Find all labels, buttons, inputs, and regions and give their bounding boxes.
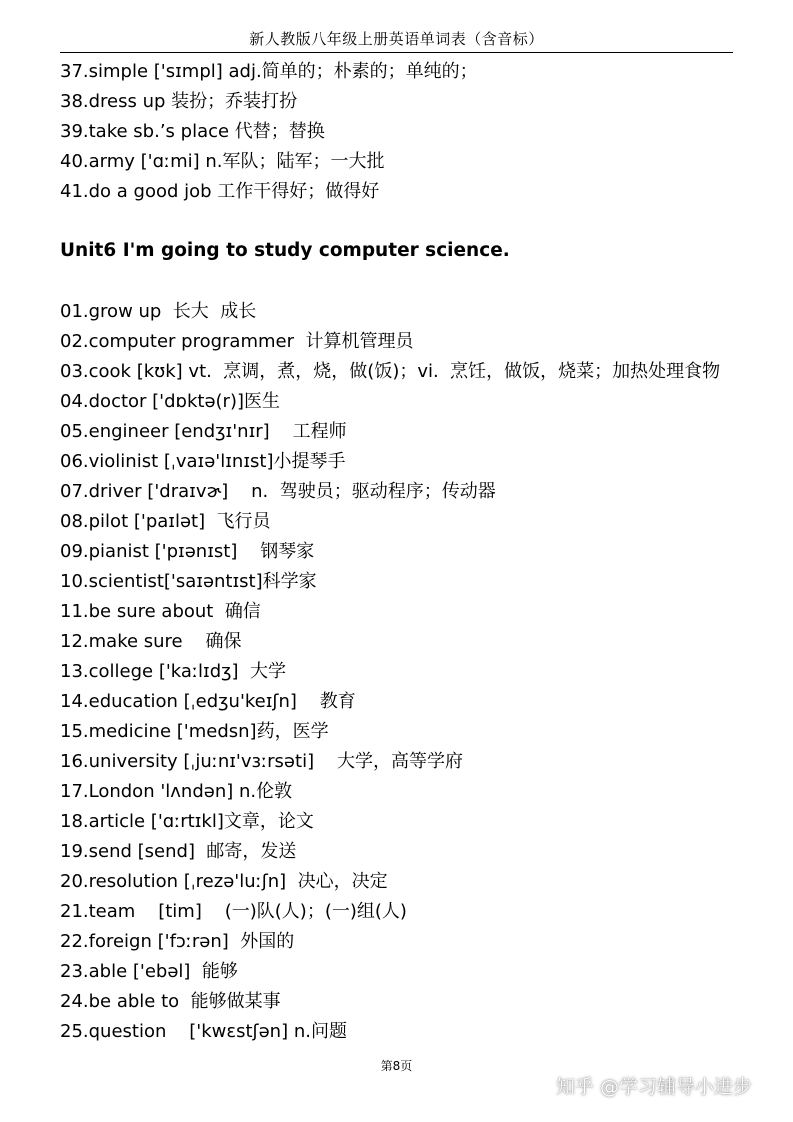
list-item: 18.article ['ɑːrtɪkl]文章，论文	[60, 811, 314, 832]
list-item: 20.resolution [ˌrezə'luːʃn] 决心，决定	[60, 871, 388, 892]
list-item: 24.be able to 能够做某事	[60, 991, 281, 1012]
list-item: 08.pilot ['paɪlət] 飞行员	[60, 511, 271, 532]
list-item: 17.London 'lʌndən] n.伦敦	[60, 781, 293, 802]
list-item: 04.doctor ['dɒktə(r)]医生	[60, 391, 280, 412]
list-item: 37.simple ['sɪmpl] adj.简单的；朴素的；单纯的；	[60, 61, 478, 82]
list-item: 39.take sb.’s place 代替；替换	[60, 121, 325, 142]
list-item: 23.able ['ebəl] 能够	[60, 961, 238, 982]
list-item: 21.team [tim] (一)队(人)；(一)组(人)	[60, 901, 407, 922]
list-item: 38.dress up 装扮；乔装打扮	[60, 91, 298, 112]
list-item: 41.do a good job 工作干得好；做得好	[60, 181, 380, 202]
list-item: 01.grow up 长大 成长	[60, 301, 257, 322]
list-item: 02.computer programmer 计算机管理员	[60, 331, 414, 352]
list-item: 07.driver ['draɪvɚ] n. 驾驶员；驱动程序；传动器	[60, 481, 496, 502]
list-item: 10.scientist['saɪəntɪst]科学家	[60, 571, 317, 592]
list-item: 15.medicine ['medsn]药，医学	[60, 721, 329, 742]
list-item: 05.engineer [endʒɪ'nɪr] 工程师	[60, 421, 347, 442]
list-item: 22.foreign ['fɔːrən] 外国的	[60, 931, 295, 952]
list-item: 13.college ['kaːlɪdʒ] 大学	[60, 661, 286, 682]
list-item: 03.cook [kʊk] vt. 烹调，煮，烧，做(饭)；vi. 烹饪，做饭，烧菜；加热处理食物	[60, 361, 721, 382]
list-item: 14.education [ˌedʒu'keɪʃn] 教育	[60, 691, 356, 712]
list-item: 25.question ['kwɛstʃən] n.问题	[60, 1021, 347, 1042]
list-item: 16.university [ˌjuːnɪ'vɜːrsəti] 大学，高等学府	[60, 751, 463, 772]
list-item: 09.pianist ['pɪənɪst] 钢琴家	[60, 541, 315, 562]
page-header: 新人教版八年级上册英语单词表（含音标）	[60, 26, 733, 53]
list-item: 11.be sure about 确信	[60, 601, 261, 622]
watermark: 知乎 @学习辅导小进步	[556, 1076, 753, 1098]
list-item: 19.send [send] 邮寄，发送	[60, 841, 297, 862]
list-item: 12.make sure 确保	[60, 631, 242, 652]
list-item: 06.violinist [ˌvaɪə'lɪnɪst]小提琴手	[60, 451, 346, 472]
unit-title: Unit6 I'm going to study computer science.	[60, 240, 510, 261]
page-number: 第8页	[380, 1059, 413, 1073]
list-item: 40.army ['ɑːmi] n.军队；陆军；一大批	[60, 151, 385, 172]
